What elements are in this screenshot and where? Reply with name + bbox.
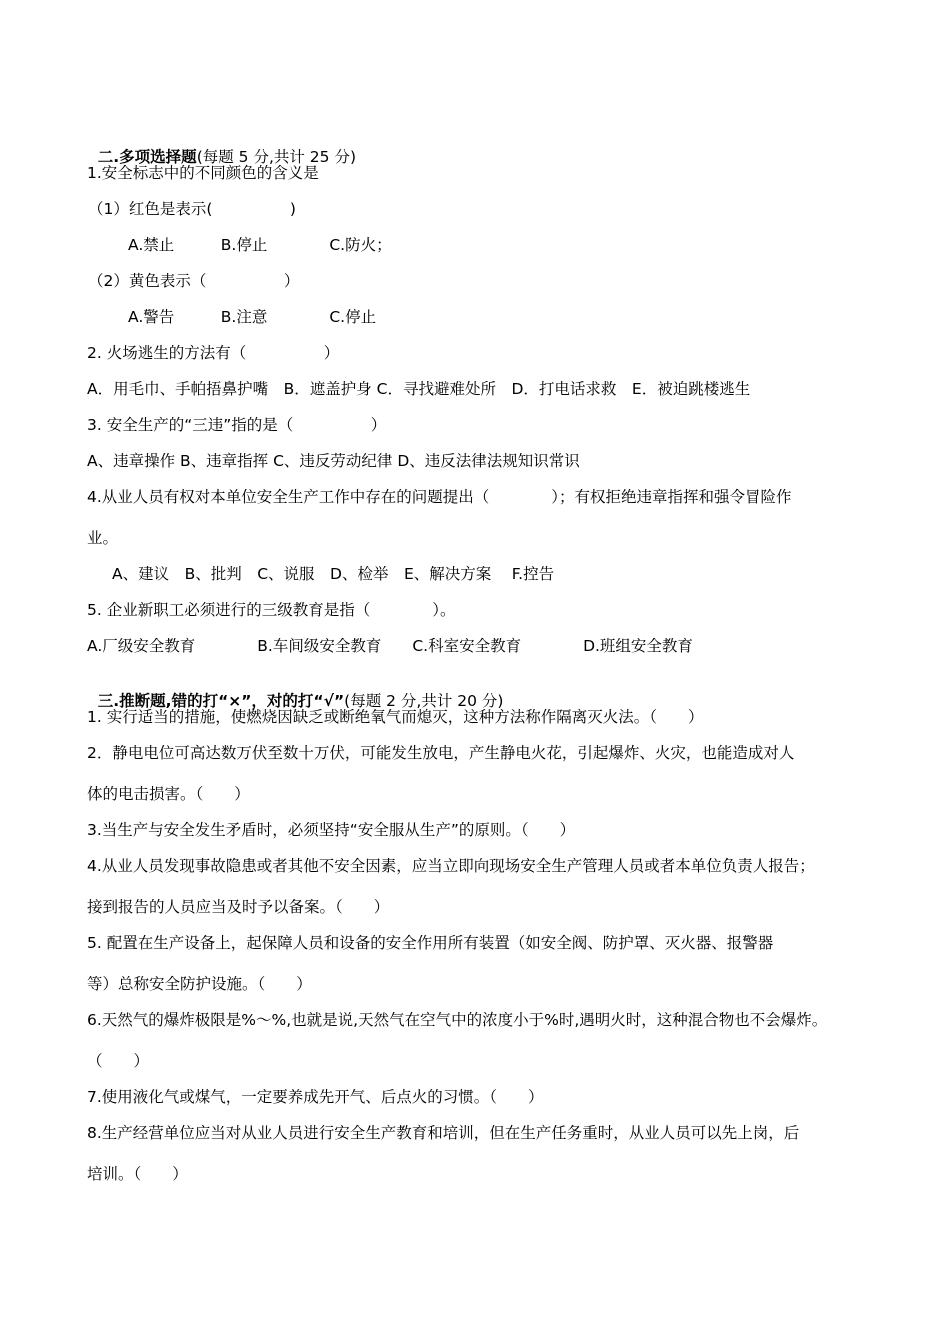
tf-q8-cont: 培训。（ ） [87, 1165, 188, 1183]
section-2-heading [87, 127, 356, 167]
tf-q5: 5. 配置在生产设备上，起保障人员和设备的安全作用所有装置（如安全阀、防护罩、灭火器、报警器 [87, 934, 774, 952]
q4-stem-cont: 业。 [87, 529, 119, 547]
section-3-title: 三.推断题,错的打“×”，对的打“√” [97, 692, 345, 710]
tf-q3: 3.当生产与安全发生矛盾时，必须坚持“安全服从生产”的原则。（ ） [87, 821, 576, 839]
tf-q2-cont: 体的电击损害。（ ） [87, 785, 250, 803]
q3-stem: 3. 安全生产的“三违”指的是（ ） [87, 416, 387, 434]
section-3-note: (每题 2 分,共计 20 分) [344, 692, 504, 710]
q5-options: A.厂级安全教育 B.车间级安全教育 C.科室安全教育 D.班组安全教育 [87, 637, 693, 655]
tf-q8: 8.生产经营单位应当对从业人员进行安全生产教育和培训，但在生产任务重时，从业人员可以先上岗，后 [87, 1124, 800, 1142]
q1-part1: （1）红色是表示( ) [88, 200, 296, 218]
q3-options: A、违章操作 B、违章指挥 C、违反劳动纪律 D、违反法律法规知识常识 [87, 452, 580, 470]
tf-q5-cont: 等）总称安全防护设施。（ ） [87, 975, 312, 993]
q2-stem: 2. 火场逃生的方法有（ ） [87, 344, 340, 362]
q5-stem: 5. 企业新职工必须进行的三级教育是指（ ）。 [87, 601, 456, 619]
q1-part1-options: A.禁止 B.停止 C.防火； [128, 236, 392, 254]
q1-part2: （2）黄色表示（ ） [88, 272, 300, 290]
tf-q1: 1. 实行适当的措施，使燃烧因缺乏或断绝氧气而熄灭，这种方法称作隔离灭火法。（ ） [87, 708, 704, 726]
tf-q2: 2．静电电位可高达数万伏至数十万伏，可能发生放电，产生静电火花，引起爆炸、火灾，也能造成对人 [87, 744, 795, 762]
tf-q6-cont: （ ） [87, 1052, 150, 1070]
q1-stem: 1.安全标志中的不同颜色的含义是 [87, 164, 319, 182]
section-3-heading [87, 671, 503, 711]
tf-q6: 6.天然气的爆炸极限是%～%,也就是说,天然气在空气中的浓度小于%时,遇明火时，这种混合物也不会爆炸。 [87, 1011, 828, 1029]
section-2-title: 二.多项选择题 [97, 148, 197, 166]
section-2-note: (每题 5 分,共计 25 分) [196, 148, 357, 166]
q4-options: A、建议 B、批判 C、说服 D、检举 E、解决方案 F.控告 [112, 565, 555, 583]
q4-stem: 4.从业人员有权对本单位安全生产工作中存在的问题提出（ ）；有权拒绝违章指挥和强令冒险作 [87, 488, 792, 506]
tf-q7: 7.使用液化气或煤气，一定要养成先开气、后点火的习惯。（ ） [87, 1088, 544, 1106]
tf-q4-cont: 接到报告的人员应当及时予以备案。（ ） [87, 898, 390, 916]
tf-q4: 4.从业人员发现事故隐患或者其他不安全因素，应当立即向现场安全生产管理人员或者本单位负责人报告； [87, 857, 815, 875]
q1-part2-options: A.警告 B.注意 C.停止 [128, 308, 377, 326]
q2-options: A．用毛巾、手帕捂鼻护嘴 B．遮盖护身 C．寻找避难处所 D．打电话求救 E．被迫跳楼逃生 [87, 380, 751, 398]
